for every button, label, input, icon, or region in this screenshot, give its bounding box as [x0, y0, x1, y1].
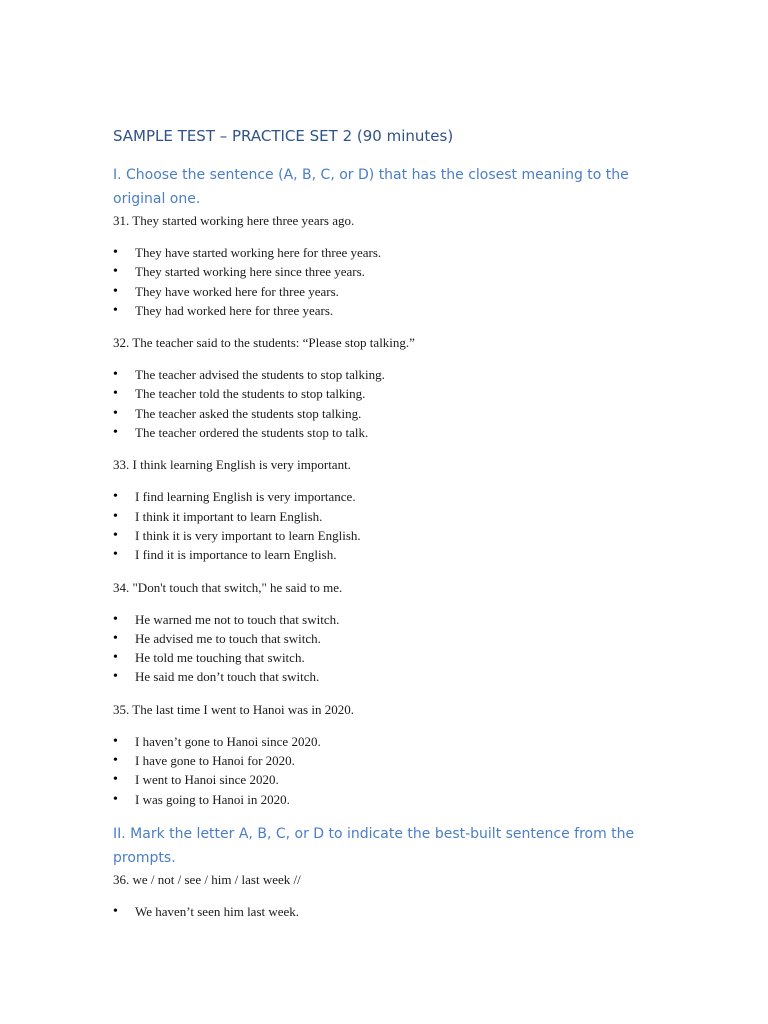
- option-item: • They had worked here for three years.: [113, 301, 673, 320]
- option-item: • I haven’t gone to Hanoi since 2020.: [113, 732, 673, 751]
- option-list: [113, 732, 673, 809]
- section-heading: II. Mark the letter A, B, C, or D to indicate the best-built sentence from the prompts.: [113, 825, 635, 866]
- option-item: • The teacher asked the students stop talking.: [113, 404, 673, 423]
- option-item: • He told me touching that switch.: [113, 648, 673, 667]
- question-prompt: 35. The last time I went to Hanoi was in 2020.: [113, 701, 354, 717]
- option-list: [113, 902, 673, 921]
- option-item: • He said me don’t touch that switch.: [113, 667, 673, 686]
- question-prompt: 34. "Don't touch that switch," he said to me.: [113, 579, 343, 595]
- option-item: • They have started working here for three years.: [113, 243, 673, 262]
- option-item: • They started working here since three years.: [113, 262, 673, 281]
- option-list: [113, 243, 673, 320]
- document-title: SAMPLE TEST – PRACTICE SET 2 (90 minutes): [113, 127, 454, 145]
- section-1: [113, 163, 673, 809]
- section-2: [113, 822, 673, 921]
- option-list: [113, 610, 673, 687]
- option-item: • I went to Hanoi since 2020.: [113, 770, 673, 789]
- question-block: [113, 333, 673, 442]
- question-block: [113, 870, 673, 921]
- option-item: • The teacher advised the students to stop talking.: [113, 365, 673, 384]
- question-block: [113, 211, 673, 320]
- option-list: [113, 365, 673, 442]
- option-item: • The teacher ordered the students stop to talk.: [113, 423, 673, 442]
- question-prompt: 33. I think learning English is very important.: [113, 457, 351, 473]
- question-block: [113, 455, 673, 564]
- option-item: • I find it is importance to learn English.: [113, 545, 673, 564]
- option-item: • I think it important to learn English.: [113, 507, 673, 526]
- option-item: • He warned me not to touch that switch.: [113, 610, 673, 629]
- document-content: [113, 125, 673, 934]
- section-heading: I. Choose the sentence (A, B, C, or D) that has the closest meaning to the original one.: [113, 167, 629, 207]
- question-prompt: 32. The teacher said to the students: “Please stop talking.”: [113, 335, 415, 351]
- option-item: • He advised me to touch that switch.: [113, 629, 673, 648]
- option-item: • They have worked here for three years.: [113, 282, 673, 301]
- option-item: • I was going to Hanoi in 2020.: [113, 790, 673, 809]
- question-block: [113, 700, 673, 809]
- option-item: • The teacher told the students to stop talking.: [113, 384, 673, 403]
- option-item: • I have gone to Hanoi for 2020.: [113, 751, 673, 770]
- question-block: [113, 578, 673, 687]
- option-item: • We haven’t seen him last week.: [113, 902, 673, 921]
- question-prompt: 36. we / not / see / him / last week //: [113, 871, 301, 887]
- question-prompt: 31. They started working here three years ago.: [113, 213, 355, 228]
- option-item: • I think it is very important to learn English.: [113, 526, 673, 545]
- option-list: [113, 487, 673, 564]
- option-item: • I find learning English is very importance.: [113, 487, 673, 506]
